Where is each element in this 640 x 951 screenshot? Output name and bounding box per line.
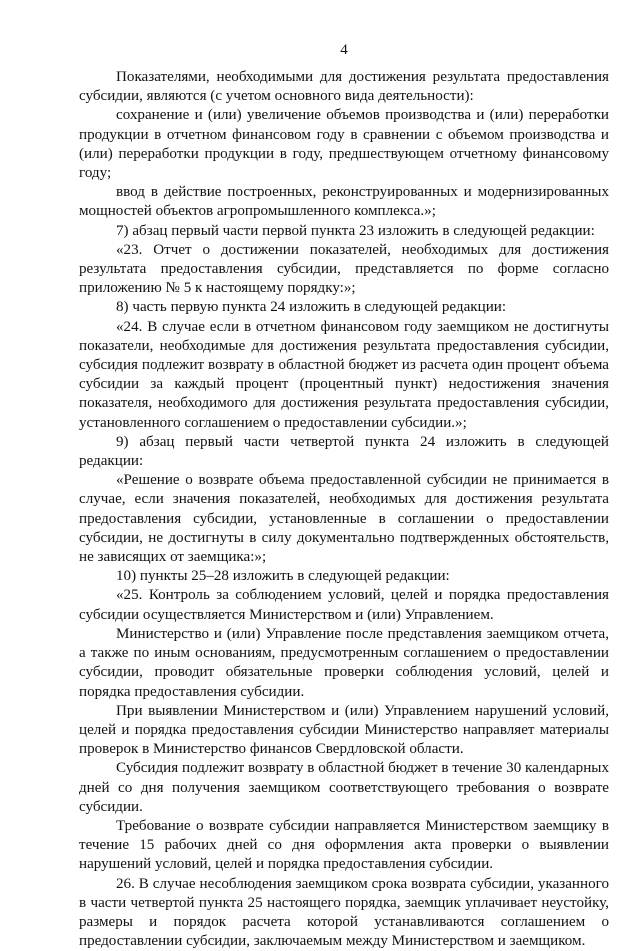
paragraph-clause-24: «24. В случае если в отчетном финансовом году заемщиком не достигнуты показатели, необходимые для достижения результата предоставления субсидии, субсидия подлежит возврату в областной бюджет из расчета один процент объема субсидии за каждый процент (процентный пункт) недостижения значения показателя, необходимого для достижения результата предоставления субсидии, установленного соглашением о предоставлении субсидии.»; [79, 318, 609, 431]
paragraph-violations: При выявлении Министерством и (или) Управлением нарушений условий, целей и порядка предоставления субсидии Министерство направляет материалы проверок в Министерство финансов Свердловской области. [79, 702, 609, 758]
paragraph-clause-25: «25. Контроль за соблюдением условий, целей и порядка предоставления субсидии осуществляется Министерством и (или) Управлением. [79, 587, 609, 623]
paragraph-return-decision: «Решение о возврате объема предоставленной субсидии не принимается в случае, если значения показателей, необходимых для достижения результата предоставления субсидии, установленные в соглашении о предоставлении субсидии, не достигнуты в силу документально подтвержденных обстоятельств, не зависящих от заемщика:»; [79, 472, 609, 566]
paragraph-return-request: Требование о возврате субсидии направляется Министерством заемщику в течение 15 рабочих дней со дня оформления акта проверки о выявлении нарушений условий, целей и порядка предоставления субсидии. [79, 817, 609, 873]
paragraph-item-9: 9) абзац первый части четвертой пункта 24 изложить в следующей редакции: [79, 433, 609, 470]
paragraph-clause-23: «23. Отчет о достижении показателей, необходимых для достижения результата предоставления субсидии, представляется по форме согласно приложению № 5 к настоящему порядку:»; [79, 241, 609, 297]
paragraph-item-8: 8) часть первую пункта 24 изложить в следующей редакции: [116, 299, 507, 316]
paragraph-indicator-production: сохранение и (или) увеличение объемов производства и (или) переработки продукции в отчетном финансовом году в сравнении с объемом производства и (или) переработки продукции в году, предшествующем отчетному финансовому году; [79, 107, 609, 182]
paragraph-item-10: 10) пункты 25–28 изложить в следующей редакции: [116, 568, 450, 585]
paragraph-return-term: Субсидия подлежит возврату в областной бюджет в течение 30 календарных дней со дня получения заемщиком соответствующего требования о возврате субсидии. [79, 760, 609, 815]
paragraph-clause-26: 26. В случае несоблюдения заемщиком срока возврата субсидии, указанного в части четвертой пункта 25 настоящего порядка, заемщик уплачивает неустойку, размеры и порядок расчета которой устанавливаются соглашением о предоставлении субсидии, заключаемым между Министерством и заемщиком. [79, 875, 609, 950]
page-number: 4 [340, 42, 348, 58]
paragraph-indicator-capacity: ввод в действие построенных, реконструированных и модернизированных мощностей объектов агропромышленного комплекса.»; [79, 184, 609, 220]
paragraph-item-7: 7) абзац первый части первой пункта 23 изложить в следующей редакции: [116, 222, 595, 239]
paragraph-inspections: Министерство и (или) Управление после представления заемщиком отчета, а также по иным основаниям, предусмотренным соглашением о предоставлении субсидии, проводит обязательные проверки соблюдения условий, целей и порядка предоставления субсидии. [79, 625, 609, 700]
paragraph-indicators-intro: Показателями, необходимыми для достижения результата предоставления субсидии, являются (с учетом основного вида деятельности): [79, 69, 609, 105]
